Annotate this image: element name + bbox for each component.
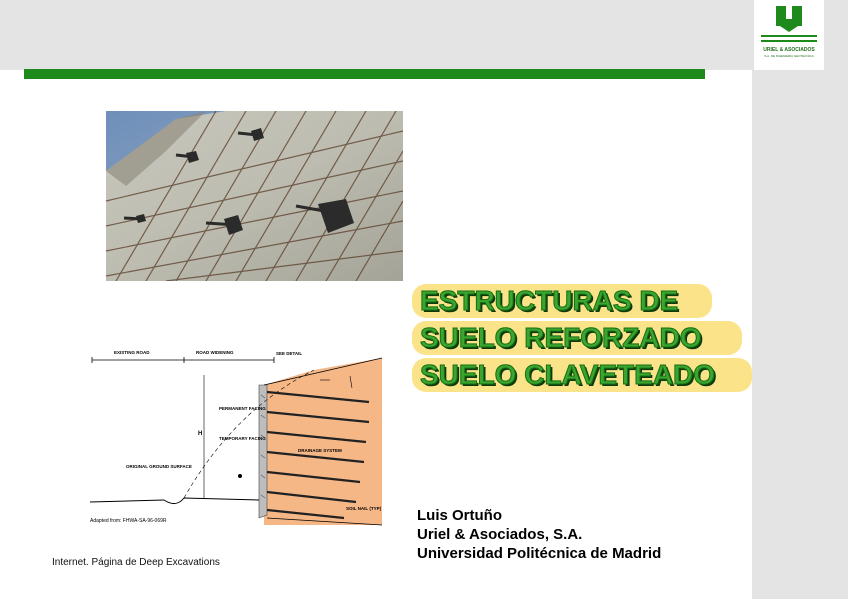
logo-tagline: S.A. DE INGENIERÍA GEOTÉCNICA bbox=[764, 54, 814, 58]
header-rule bbox=[24, 69, 705, 79]
title-line-1: ESTRUCTURAS DE bbox=[420, 285, 679, 316]
title-line-3: SUELO CLAVETEADO bbox=[420, 359, 716, 390]
label-original-ground: ORIGINAL GROUND SURFACE bbox=[126, 464, 192, 469]
diagram-drawing bbox=[84, 340, 398, 530]
label-existing-road: EXISTING ROAD bbox=[114, 350, 150, 355]
label-drainage-system: DRAINAGE SYSTEM bbox=[298, 448, 342, 453]
image-caption: Internet. Página de Deep Excavations bbox=[52, 557, 220, 568]
logo-name: URIEL & ASOCIADOS bbox=[763, 47, 815, 53]
label-see-detail: SEE DETAIL bbox=[276, 351, 303, 356]
logo-rule bbox=[761, 40, 817, 42]
author-block bbox=[417, 506, 661, 563]
label-temporary-facing: TEMPORARY FACING bbox=[219, 436, 266, 441]
photo-illustration bbox=[106, 111, 403, 281]
label-permanent-facing: PERMANENT FACING bbox=[219, 406, 266, 411]
label-adapted-from: Adapted from: FHWA-SA-96-069R bbox=[90, 518, 167, 524]
soil-nail-photo bbox=[106, 111, 403, 281]
label-road-widening: ROAD WIDENING bbox=[196, 350, 234, 355]
label-soil-nail: SOIL NAIL (TYP) bbox=[346, 506, 382, 511]
soil-nail-diagram bbox=[84, 340, 398, 530]
header-band bbox=[0, 0, 848, 70]
company-logo bbox=[754, 0, 824, 70]
author-name: Luis Ortuño bbox=[417, 507, 502, 524]
logo-rule bbox=[761, 35, 817, 37]
author-company: Uriel & Asociados, S.A. bbox=[417, 526, 583, 543]
title-line-2: SUELO REFORZADO bbox=[420, 322, 702, 353]
logo-mark-icon bbox=[776, 6, 802, 32]
author-university: Universidad Politécnica de Madrid bbox=[417, 545, 662, 562]
side-band bbox=[752, 70, 848, 599]
label-height: H bbox=[198, 431, 203, 437]
